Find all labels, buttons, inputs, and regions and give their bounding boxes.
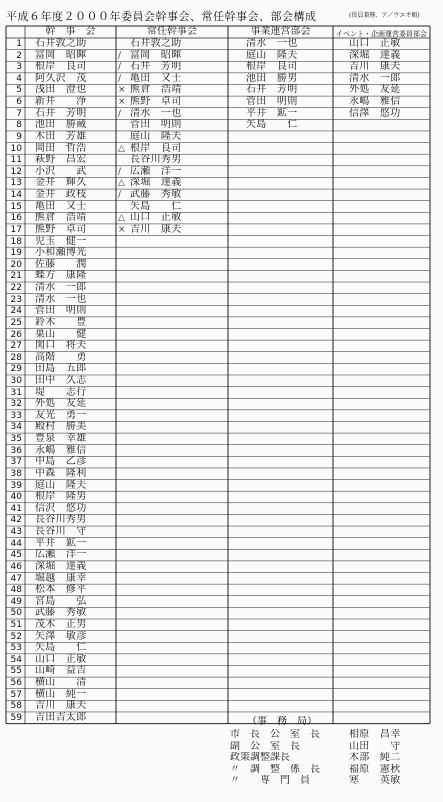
kanji-member: 巣山 健 [35, 328, 87, 340]
row-number: 20 [10, 259, 22, 270]
row-number: 10 [10, 143, 22, 154]
row-number: 14 [10, 190, 22, 201]
office-staff-name: 福原 憲秋 [349, 763, 401, 775]
row-number: 29 [10, 364, 22, 375]
jonin-member: 富岡 昭暉 [130, 49, 182, 61]
header-kanji: 幹 事 会 [45, 26, 96, 37]
office-staff-name: 寒 英敏 [349, 775, 401, 787]
check-mark: / [118, 62, 122, 73]
jonin-member: 山口 正敏 [130, 212, 182, 224]
kanji-member: 堀越 康幸 [35, 572, 87, 584]
kanji-member: 小沢 武 [35, 165, 87, 177]
jonin-member: 熊倉 浩靖 [130, 84, 182, 96]
kanji-member: 中森 隆利 [35, 467, 87, 479]
row-number: 9 [16, 131, 22, 142]
row-number: 17 [10, 224, 22, 235]
row-number: 5 [16, 85, 22, 96]
office-role: 〃 専 門 員 [230, 775, 310, 787]
check-mark: △ [118, 143, 125, 154]
header-jonin: 常任幹事会 [147, 26, 197, 37]
jigyo-member: 清水 一也 [246, 38, 298, 49]
jigyo-member: 平井 鉱一 [246, 107, 298, 119]
jonin-member: 清水 一也 [130, 107, 182, 119]
jonin-member: 熊野 卓司 [130, 96, 182, 108]
row-number: 50 [10, 608, 22, 619]
jonin-member: 深堀 達義 [130, 177, 182, 189]
row-number: 31 [10, 387, 22, 398]
kanji-member: 宮島 弘 [35, 595, 87, 607]
office-staff-name: 相原 昌幸 [349, 729, 401, 740]
kanji-member: 清水 一也 [35, 293, 87, 305]
kanji-member: 高階 勇 [35, 351, 87, 363]
jonin-member: 広瀬 洋一 [130, 165, 182, 177]
row-number: 15 [10, 201, 22, 212]
kanji-member: 中島 乙彦 [35, 456, 87, 468]
jigyo-member: 石井 芳明 [246, 84, 298, 96]
kanji-member: 信沢 悠功 [35, 502, 87, 514]
kanji-member: 石井 芳明 [35, 107, 87, 119]
row-number: 40 [10, 492, 22, 503]
kanji-member: 亀田 又士 [35, 200, 87, 212]
row-number: 52 [10, 631, 22, 642]
row-number: 24 [10, 306, 22, 317]
row-number: 47 [10, 573, 22, 584]
kanji-member: 広瀬 洋一 [35, 549, 87, 561]
event-member: 外処 友延 [349, 84, 401, 96]
check-mark: × [118, 224, 126, 235]
kanji-member: 松本 修平 [35, 584, 87, 596]
kanji-member: 金井 政枝 [35, 189, 87, 201]
row-number: 32 [10, 399, 22, 410]
office-role: 副 公 室 長 [230, 740, 300, 752]
jonin-member: 武藤 秀敏 [130, 189, 182, 201]
kanji-member: 横山 清 [35, 677, 87, 689]
kanji-member: 矢澤 敏彦 [35, 630, 87, 642]
kanji-member: 武藤 秀敏 [35, 607, 87, 619]
kanji-member: 矢島 仁 [35, 642, 87, 654]
row-number: 30 [10, 375, 22, 386]
row-number: 58 [10, 701, 22, 712]
kanji-member: 田島 五郎 [35, 363, 87, 375]
header-event: イベント・企画運営委員部会 [336, 30, 427, 38]
kanji-member: 児玉 健一 [35, 235, 87, 247]
kanji-member: 横山 純一 [35, 688, 87, 700]
row-number: 49 [10, 596, 22, 607]
row-number: 43 [10, 527, 22, 538]
jigyo-member: 庭山 隆夫 [246, 49, 298, 61]
check-mark: / [118, 190, 122, 201]
row-number: 2 [16, 50, 22, 61]
row-number: 42 [10, 515, 22, 526]
jigyo-member: 矢島 仁 [246, 119, 298, 131]
kanji-member: 友光 勇一 [35, 409, 87, 421]
kanji-member: 清水 一郎 [35, 282, 87, 294]
row-number: 45 [10, 550, 22, 561]
check-mark: △ [118, 213, 125, 224]
jonin-member: 石井 芳明 [130, 61, 182, 73]
row-number: 16 [10, 213, 22, 224]
kanji-member: 根岸 良司 [35, 61, 87, 73]
row-number: 55 [10, 666, 22, 677]
row-number: 21 [10, 271, 22, 282]
row-number: 33 [10, 410, 22, 421]
row-number: 57 [10, 689, 22, 700]
jonin-member: 庭山 隆夫 [130, 130, 182, 142]
row-number: 51 [10, 620, 22, 630]
kanji-member: 関口 将夫 [35, 340, 87, 352]
row-number: 13 [10, 178, 22, 189]
row-number: 46 [10, 561, 22, 572]
check-mark: / [118, 73, 122, 84]
document-title: 平成６年度２０００年委員会幹事会、常任幹事会、部会構成 [6, 10, 317, 23]
row-number: 3 [16, 62, 22, 73]
event-member: 山口 正敏 [349, 38, 401, 49]
header-jigyo: 事業運営部会 [250, 26, 311, 37]
row-number: 8 [16, 120, 22, 131]
row-number: 1 [16, 39, 22, 49]
row-number: 28 [10, 352, 22, 363]
office-role: 政策調整課長 [230, 752, 290, 764]
kanji-member: 富岡 昭暉 [35, 49, 87, 61]
office-title: （事 務 局） [247, 716, 317, 727]
jonin-member: 矢島 仁 [130, 200, 182, 212]
office-role: 市 長 公 室 長 [230, 729, 320, 740]
kanji-member: 長谷川秀男 [35, 514, 87, 526]
row-number: 48 [10, 585, 22, 596]
kanji-member: 平井 鉱一 [35, 537, 87, 549]
jonin-member: 菅田 明則 [130, 119, 182, 131]
event-member: 清水 一郎 [349, 72, 401, 84]
kanji-member: 外処 友延 [35, 398, 87, 410]
row-number: 18 [10, 236, 22, 247]
check-mark: △ [118, 178, 125, 189]
kanji-member: 豊泉 幸雄 [35, 433, 87, 445]
row-number: 27 [10, 341, 22, 352]
check-mark: / [118, 50, 122, 61]
jonin-member: 根岸 良司 [130, 142, 182, 154]
event-member: 信澤 悠功 [349, 107, 401, 119]
kanji-member: 鈴木 豊 [35, 316, 87, 328]
row-number: 11 [10, 155, 22, 166]
kanji-member: 熊野 卓司 [35, 223, 87, 235]
kanji-member: 根岸 隆男 [35, 491, 87, 503]
kanji-member: 永嶋 雅信 [35, 444, 87, 456]
row-number: 12 [10, 166, 22, 177]
office-staff-name: 山田 守 [349, 740, 401, 752]
row-number: 39 [10, 480, 22, 491]
row-number: 38 [10, 468, 22, 479]
jonin-member: 吉川 康夫 [130, 223, 182, 235]
event-member: 吉川 康夫 [349, 61, 401, 73]
kanji-member: 木田 芳雄 [35, 130, 87, 142]
kanji-member: 熊倉 浩靖 [35, 212, 87, 224]
check-mark: / [118, 108, 122, 119]
kanji-member: 菅田 明則 [35, 305, 87, 317]
kanji-member: 佐藤 潤 [35, 258, 87, 270]
row-number: 53 [10, 643, 22, 654]
row-number: 34 [10, 422, 22, 433]
office-staff-name: 木部 純二 [349, 752, 401, 764]
kanji-member: 蝶方 康隆 [35, 270, 87, 282]
kanji-member: 深堀 達義 [35, 560, 87, 572]
row-number: 35 [10, 434, 22, 445]
row-number: 7 [16, 108, 22, 119]
kanji-member: 吉川 康夫 [35, 700, 87, 712]
kanji-member: 石井敦之助 [35, 38, 87, 49]
row-number: 54 [10, 654, 22, 665]
kanji-member: 新井 浄 [35, 96, 87, 108]
kanji-member: 金井 輝久 [35, 177, 87, 189]
row-number: 37 [10, 457, 22, 468]
kanji-member: 阿久沢 茂 [35, 72, 87, 84]
row-number: 19 [10, 248, 22, 259]
kanji-member: 茂木 正男 [35, 619, 87, 630]
row-number: 23 [10, 294, 22, 305]
row-number: 44 [10, 538, 22, 549]
check-mark: × [118, 85, 126, 96]
jonin-member: 石井敦之助 [130, 38, 182, 49]
kanji-member: 田中 久志 [35, 374, 87, 386]
office-role: 〃 調 整 係 長 [230, 763, 320, 775]
row-number: 36 [10, 445, 22, 456]
row-number: 6 [16, 97, 22, 108]
event-member: 永嶋 雅信 [349, 96, 401, 108]
row-number: 26 [10, 329, 22, 340]
row-number: 22 [10, 283, 22, 294]
row-number: 59 [10, 712, 22, 723]
check-mark: / [118, 166, 122, 177]
row-number: 56 [10, 678, 22, 689]
jonin-member: 亀田 又士 [130, 72, 182, 84]
ordering-note: (役員兼務、ア／ウエオ順) [349, 12, 420, 19]
jigyo-member: 池田 勝男 [246, 72, 298, 84]
kanji-member: 浅田 澄也 [35, 84, 87, 96]
jonin-member: 長谷川秀男 [130, 154, 182, 166]
kanji-member: 殿村 勝美 [35, 421, 87, 433]
row-number: 25 [10, 317, 22, 328]
event-member: 深堀 達義 [349, 49, 401, 61]
row-number: 4 [16, 73, 22, 84]
row-number: 41 [10, 503, 22, 514]
kanji-member: 堤 志行 [35, 386, 87, 398]
kanji-member: 長谷川 守 [35, 526, 87, 538]
kanji-member: 岡田 哲浩 [35, 142, 87, 154]
kanji-member: 小和瀬博光 [35, 247, 87, 259]
kanji-member: 吉田吉太郎 [35, 711, 87, 723]
kanji-member: 庭山 隆夫 [35, 479, 87, 491]
jigyo-member: 根岸 良司 [246, 61, 298, 73]
check-mark: × [118, 97, 126, 108]
kanji-member: 萩野 昌宏 [35, 154, 87, 166]
kanji-member: 山口 正敏 [35, 653, 87, 665]
kanji-member: 池田 勝蔵 [35, 119, 87, 131]
jigyo-member: 菅田 明則 [246, 96, 298, 108]
kanji-member: 山崎 益吉 [35, 665, 87, 677]
